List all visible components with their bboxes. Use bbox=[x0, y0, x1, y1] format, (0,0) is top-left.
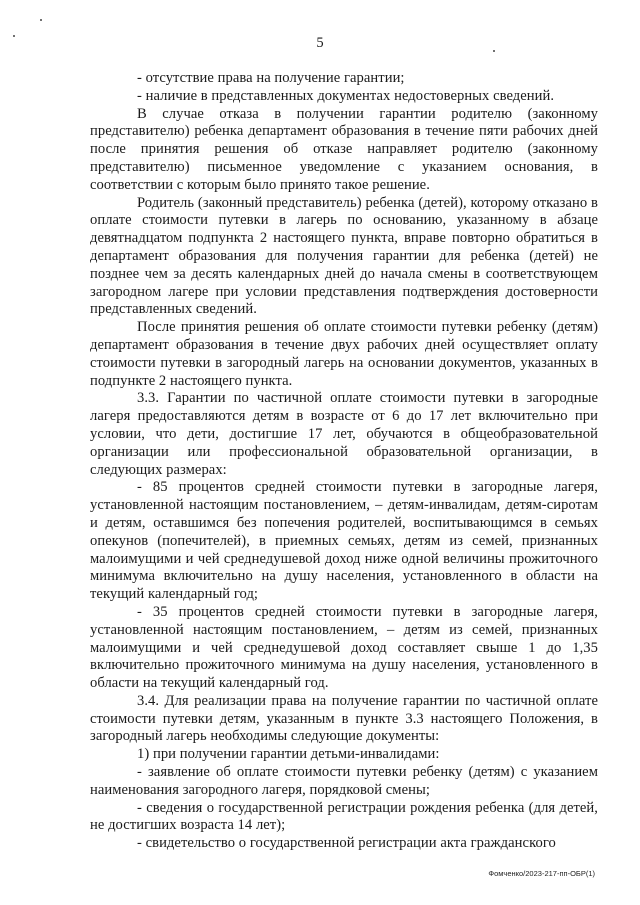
paragraph: - свидетельство о государственной регистрации акта гражданского bbox=[137, 835, 556, 852]
paragraph: В случае отказа в получении гарантии родителю (законному представителю) ребенка департамент образования в течение пяти рабочих дней после принятия решения об отказе направляет родителю (законному представителю) письменное уведомление с указанием основания, в соответствии с которым было принято такое решение. bbox=[90, 105, 598, 193]
paragraph: - наличие в представленных документах недостоверных сведений. bbox=[137, 87, 555, 104]
paragraph: 3.3. Гарантии по частичной оплате стоимости путевки в загородные лагеря предоставляются детям в возрасте от 6 до 17 лет включительно при условии, что дети, достигшие 17 лет, обучаются в общеобразовательной организации или профессиональной образовательной организации, в следующих размерах: bbox=[90, 390, 598, 478]
paragraph: - заявление об оплате стоимости путевки ребенку (детям) с указанием наименования загородного лагеря, порядковой смены; bbox=[90, 764, 598, 798]
paragraph: - сведения о государственной регистрации рождения ребенка (для детей, не достигших возраста 14 лет); bbox=[90, 799, 598, 834]
paragraph: - 85 процентов средней стоимости путевки в загородные лагеря, установленной настоящим постановлением, – детям-инвалидам, детям-сиротам и детям, оставшимся без попечения родителей, воспитывающимся в семьях опекунов (попечителей), в приемных семьях, детям из семей, признанных малоимущими и чей среднедушевой доход ниже одной величины прожиточного минимума включительно на душу населения, установленного в области на текущий календарный год; bbox=[90, 479, 598, 603]
paragraph: - отсутствие права на получение гарантии; bbox=[137, 70, 405, 86]
paragraph: - 35 процентов средней стоимости путевки в загородные лагеря, установленной настоящим постановлением, – детям из семей, признанных малоимущими и чей среднедушевой доход составляет свыше 1 до 1,35 включительно прожиточного минимума на душу населения, установленного в области на текущий календарный год. bbox=[90, 603, 598, 692]
paragraph: 1) при получении гарантии детьми-инвалидами: bbox=[137, 746, 440, 763]
document-body bbox=[90, 70, 598, 853]
paragraph: 3.4. Для реализации права на получение гарантии по частичной оплате стоимости путевки детям, указанным в пункте 3.3 настоящего Положения, в загородный лагерь необходимы следующие документы: bbox=[90, 692, 598, 745]
paragraph: После принятия решения об оплате стоимости путевки ребенку (детям) департамент образования в течение двух рабочих дней осуществляет оплату стоимости путевки в загородный лагерь на основании документов, указанных в подпункте 2 настоящего пункта. bbox=[90, 319, 598, 389]
scan-speck bbox=[40, 19, 42, 21]
document-footer-code: Фомченко/2023-217-пп-ОБР(1) bbox=[488, 869, 595, 878]
page-number: 5 bbox=[316, 35, 324, 51]
paragraph: Родитель (законный представитель) ребенка (детей), которому отказано в оплате стоимости путевки в лагерь по основанию, указанному в абзаце девятнадцатом подпункта 2 настоящего пункта, вправе повторно обратиться в департамент образования для получения гарантии для ребенка (детей) не позднее чем за десять календарных дней до начала смены в соответствующем загородном лагере при условии представления подтверждения достоверности представленных сведений. bbox=[90, 194, 598, 318]
